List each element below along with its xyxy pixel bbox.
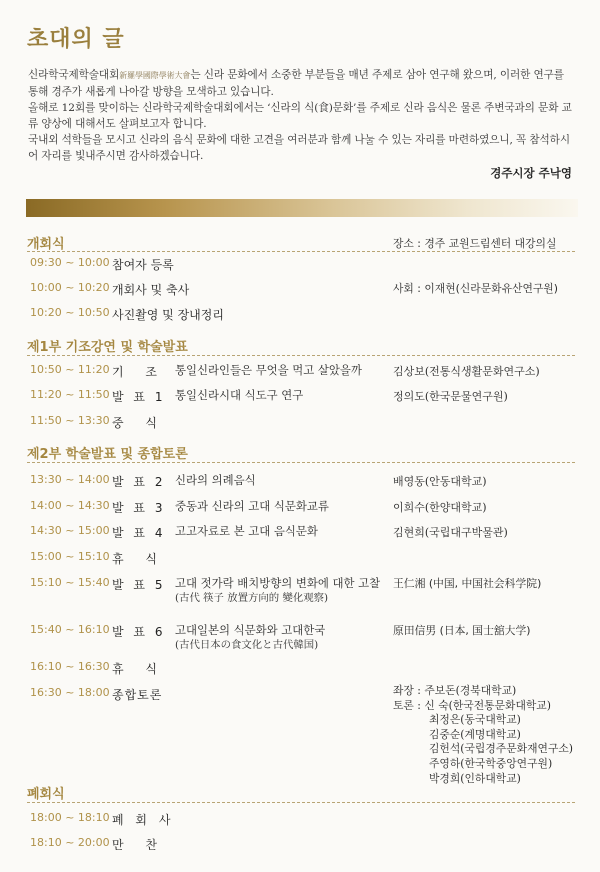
presenter: 이희수(한양대학교) <box>393 501 487 514</box>
invitation-title: 초대의 글 <box>27 26 125 52</box>
section-heading-opening: 개회식 <box>27 237 65 252</box>
time-slot: 14:00 ~ 14:30 <box>30 499 110 512</box>
presenter: 原田信男 (日本, 国士舘大学) <box>393 624 531 637</box>
session-label: 기 조 <box>112 365 166 379</box>
time-slot: 15:40 ~ 16:10 <box>30 623 110 636</box>
discussion-panel <box>393 684 573 786</box>
time-slot: 09:30 ~ 10:00 <box>30 256 110 269</box>
venue-info: 장소 : 경주 교원드림센터 대강의실 <box>393 237 557 250</box>
title-korean: 고대일본의 식문화와 고대한국 <box>175 623 326 637</box>
invitation-text: 신라학국제학술대회 <box>28 69 120 81</box>
time-slot: 14:30 ~ 15:00 <box>30 524 110 537</box>
session-label: 휴 식 <box>112 662 166 676</box>
section-divider <box>27 355 575 356</box>
invitation-text: 는 신라 문화에서 소중한 부분들을 매년 주제로 삼아 연구해 왔으며, 이러한 연구를 통해 경주가 새롭게 나아갈 방향을 모색하고 있습니다. <box>28 69 564 99</box>
title-original: (古代 筷子 放置方向的 變化观察) <box>175 592 329 604</box>
presenter: 김상보(전통식생활문화연구소) <box>393 365 540 378</box>
invitation-paragraph-2: 올해로 12회를 맞이하는 신라학국제학술대회에서는 ‘신라의 식(食)문화’를 주제로 신라 음식은 물론 주변국과의 문화 교류 양상에 대해서도 살펴보고자 합니다. <box>28 102 572 131</box>
title-original: (古代日本の食文化と古代韓国) <box>175 639 319 651</box>
moderator-info: 사회 : 이재현(신라문화유산연구원) <box>393 282 558 295</box>
session-label: 휴 식 <box>112 552 166 566</box>
panel-discussant: 토론 : 신 숙(한국전통문화대학교) <box>393 698 551 712</box>
presentation-title: 통일신라시대 식도구 연구 <box>175 388 304 402</box>
session-label: 사진촬영 및 장내정리 <box>112 308 224 322</box>
session-label: 발 표 5 <box>112 578 166 592</box>
time-slot: 11:20 ~ 11:50 <box>30 388 110 401</box>
time-slot: 11:50 ~ 13:30 <box>30 414 110 427</box>
time-slot: 18:00 ~ 18:10 <box>30 811 110 824</box>
section-heading-closing: 폐회식 <box>27 787 65 802</box>
time-slot: 10:50 ~ 11:20 <box>30 363 110 376</box>
session-label: 종합토론 <box>112 688 163 702</box>
time-slot: 18:10 ~ 20:00 <box>30 836 110 849</box>
presentation-title: 중동과 신라의 고대 식문화교류 <box>175 499 329 513</box>
session-label: 개회사 및 축사 <box>112 283 190 297</box>
session-label: 발 표 3 <box>112 501 166 515</box>
time-slot: 16:30 ~ 18:00 <box>30 686 110 699</box>
session-label: 중 식 <box>112 416 166 430</box>
signature: 경주시장 주낙영 <box>490 166 572 180</box>
invitation-paragraph-3: 국내외 석학들을 모시고 신라의 음식 문화에 대한 고견을 여러분과 함께 나눌 수 있는 자리를 마련하였으니, 꼭 참석하시어 자리를 빛내주시면 감사하겠습니다. <box>28 134 570 163</box>
section-heading-part1: 제1부 기조강연 및 학술발표 <box>27 340 188 355</box>
panel-discussant: 김헌석(국립경주문화재연구소) <box>429 742 574 756</box>
presenter: 배영동(안동대학교) <box>393 475 487 488</box>
time-slot: 16:10 ~ 16:30 <box>30 660 110 673</box>
panel-discussant: 최정은(동국대학교) <box>429 713 521 727</box>
time-slot: 13:30 ~ 14:00 <box>30 473 110 486</box>
time-slot: 10:00 ~ 10:20 <box>30 281 110 294</box>
session-label: 폐 회 사 <box>112 813 175 827</box>
session-label: 발 표 6 <box>112 625 166 639</box>
hanja-annotation: 新羅學國際學術大會 <box>119 71 191 80</box>
presentation-title: 통일신라인들은 무엇을 먹고 살았을까 <box>175 363 362 377</box>
time-slot: 15:10 ~ 15:40 <box>30 576 110 589</box>
session-label: 발 표 4 <box>112 526 166 540</box>
session-label: 발 표 2 <box>112 475 166 489</box>
section-divider <box>27 802 575 803</box>
panel-discussant: 김중순(계명대학교) <box>429 727 521 741</box>
section-divider <box>27 462 575 463</box>
presentation-title <box>175 576 380 606</box>
panel-discussant: 주영하(한국학중앙연구원) <box>429 756 553 770</box>
panel-discussant: 박경희(인하대학교) <box>429 771 521 785</box>
presenter: 정의도(한국문물연구원) <box>393 390 508 403</box>
session-label: 만 찬 <box>112 838 166 852</box>
session-label: 발 표 1 <box>112 390 166 404</box>
section-heading-part2: 제2부 학술발표 및 종합토론 <box>27 447 188 462</box>
title-korean: 고대 젓가락 배치방향의 변화에 대한 고찰 <box>175 576 381 590</box>
section-divider <box>27 251 575 252</box>
time-slot: 10:20 ~ 10:50 <box>30 306 110 319</box>
presentation-title: 신라의 의례음식 <box>175 473 256 487</box>
time-slot: 15:00 ~ 15:10 <box>30 550 110 563</box>
presenter: 김현희(국립대구박물관) <box>393 526 508 539</box>
session-label: 참여자 등록 <box>112 258 174 272</box>
panel-chair: 좌장 : 주보돈(경북대학교) <box>393 684 517 697</box>
presenter: 王仁湘 (中国, 中国社会科学院) <box>393 577 542 590</box>
presentation-title: 고고자료로 본 고대 음식문화 <box>175 524 318 538</box>
presentation-title <box>175 623 325 653</box>
